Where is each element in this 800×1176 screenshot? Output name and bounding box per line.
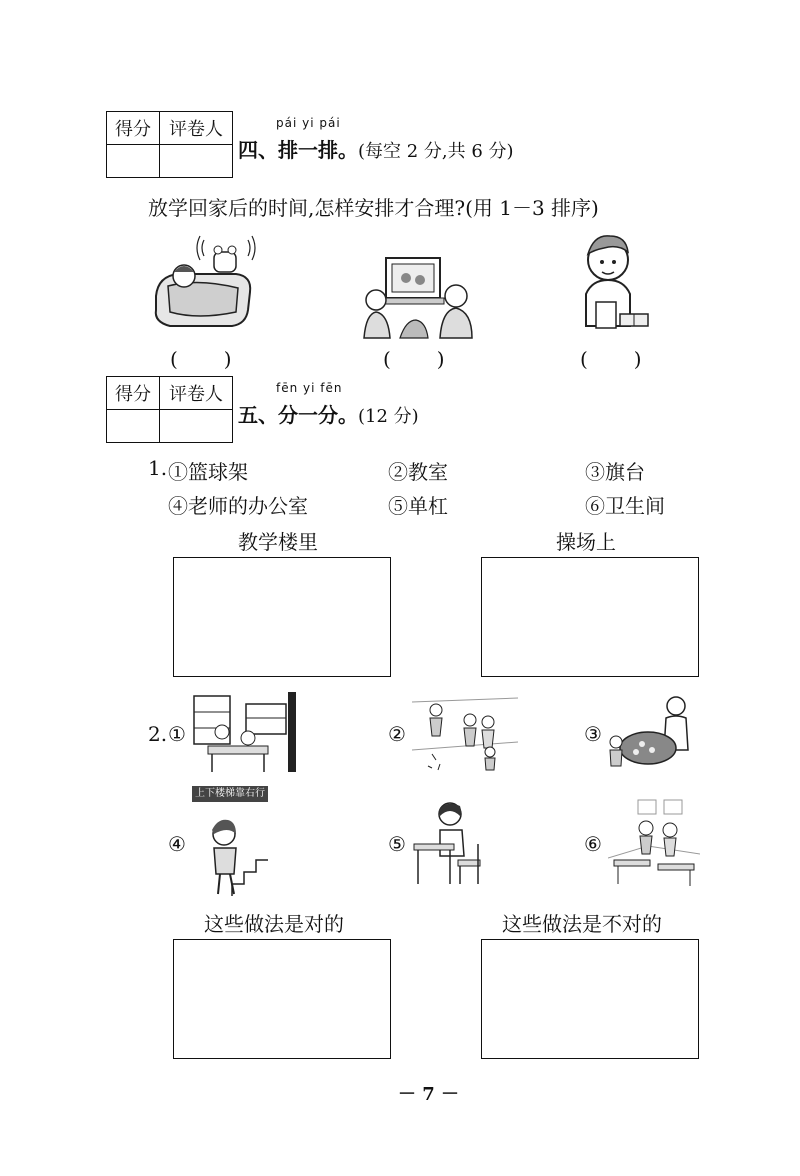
playing-in-classroom-picture — [608, 798, 700, 888]
q1-item-2: ②教室 — [388, 460, 448, 484]
sleeping-in-bed-picture — [148, 226, 258, 336]
q2-answer-box-left[interactable] — [173, 939, 391, 1059]
q2-marker-2: ② — [388, 722, 406, 746]
q1-answer-box-right[interactable] — [481, 557, 699, 677]
watering-flowers-picture — [606, 688, 696, 774]
score-table-section4 — [106, 111, 233, 178]
section5-note: (12 分) — [358, 406, 419, 427]
grader-input-cell[interactable] — [160, 410, 233, 443]
page-number: － 7 － — [398, 1084, 460, 1105]
q2-box-label-left: 这些做法是对的 — [204, 912, 344, 936]
q1-answer-box-left[interactable] — [173, 557, 391, 677]
section4-title: 四、排一排。 — [238, 138, 358, 162]
keep-right-sign: 上下楼梯靠右行 — [192, 786, 268, 802]
answer-blank-3[interactable]: ( ) — [580, 347, 644, 371]
section4-heading — [238, 134, 514, 163]
watching-tv-picture — [360, 250, 475, 340]
q1-item-1: ①篮球架 — [168, 460, 248, 484]
q2-marker-1: ① — [168, 722, 186, 746]
q1-box-label-left: 教学楼里 — [238, 530, 318, 554]
q2-marker-4: ④ — [168, 832, 186, 856]
q1-item-3: ③旗台 — [585, 460, 645, 484]
q2-number: 2. — [148, 722, 168, 746]
score-input-cell[interactable] — [107, 145, 160, 178]
q2-box-label-right: 这些做法是不对的 — [502, 912, 662, 936]
q2-answer-box-right[interactable] — [481, 939, 699, 1059]
doing-homework-picture — [578, 226, 658, 336]
score-table-section5 — [106, 376, 233, 443]
section5-title: 五、分一分。 — [238, 403, 358, 427]
q1-box-label-right: 操场上 — [556, 530, 616, 554]
q1-number: 1. — [148, 456, 168, 480]
grader-header-cell: 评卷人 — [160, 377, 233, 410]
q2-marker-6: ⑥ — [584, 832, 602, 856]
q1-item-5: ⑤单杠 — [388, 494, 448, 518]
library-reading-picture — [192, 692, 298, 774]
writing-at-desk-picture — [410, 796, 490, 888]
score-header-cell: 得分 — [107, 377, 160, 410]
q1-item-6: ⑥卫生间 — [585, 494, 665, 518]
q2-marker-5: ⑤ — [388, 832, 406, 856]
q1-item-4: ④老师的办公室 — [168, 494, 308, 518]
q2-marker-3: ③ — [584, 722, 602, 746]
answer-blank-2[interactable]: ( ) — [383, 347, 447, 371]
answer-blank-1[interactable]: ( ) — [170, 347, 234, 371]
section4-question: 放学回家后的时间,怎样安排才合理?(用 1－3 排序) — [148, 196, 599, 220]
score-header-cell: 得分 — [107, 112, 160, 145]
section5-heading — [238, 399, 419, 428]
grader-header-cell: 评卷人 — [160, 112, 233, 145]
pinyin-section5: fēn yi fēn — [276, 381, 343, 395]
score-input-cell[interactable] — [107, 410, 160, 443]
pinyin-section4: pái yi pái — [276, 116, 341, 130]
section4-note: (每空 2 分,共 6 分) — [358, 141, 514, 162]
chasing-in-hallway-picture — [412, 690, 518, 776]
grader-input-cell[interactable] — [160, 145, 233, 178]
